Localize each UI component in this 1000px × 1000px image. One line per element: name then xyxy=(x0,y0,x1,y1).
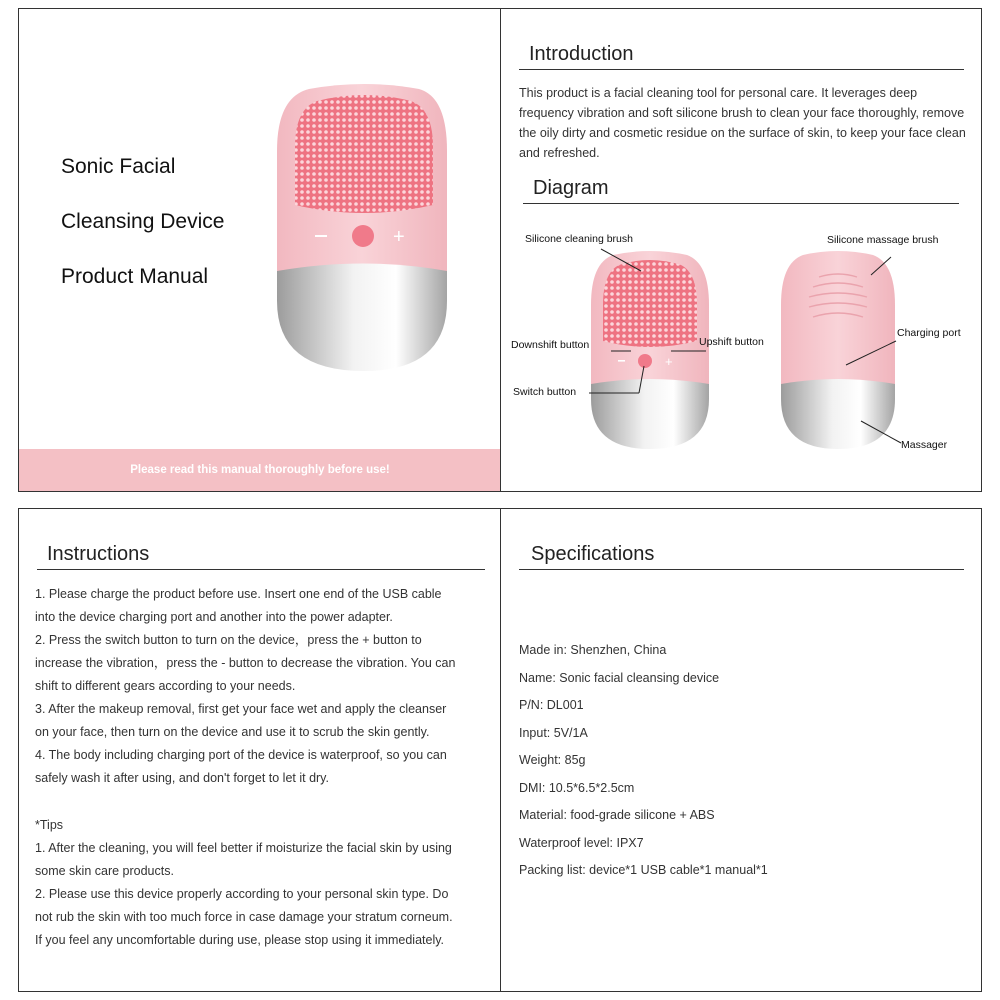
tips-heading: *Tips xyxy=(35,818,64,832)
tip-line: not rub the skin with too much force in case damage your stratum corneum. xyxy=(35,910,453,924)
instructions-panel xyxy=(18,508,502,992)
specifications-heading: Specifications xyxy=(531,543,655,565)
instruction-line: 3. After the makeup removal, first get your face wet and apply the cleanser xyxy=(35,702,447,716)
intro-text: This product is a facial cleaning tool for personal care. It leverages deep frequency vibration and soft silicone brush to clean your face thoroughly, remove the oily dirty and cosmetic residue on the surface of skin, to keep your face clean and refreshed. xyxy=(519,86,966,160)
tip-line: some skin care products. xyxy=(35,864,174,878)
spec-item: Material: food-grade silicone + ABS xyxy=(519,808,715,822)
spec-item: Made in: Shenzhen, China xyxy=(519,643,667,657)
specifications-rule xyxy=(519,569,964,570)
device-minus-button xyxy=(315,235,327,237)
spec-item: Packing list: device*1 USB cable*1 manual*1 xyxy=(519,863,768,877)
cover-footer-band: Please read this manual thoroughly before use! xyxy=(19,449,501,491)
instruction-line: 2. Press the switch button to turn on the device，press the + button to xyxy=(35,633,422,647)
cover-panel xyxy=(18,8,502,492)
spec-item: Weight: 85g xyxy=(519,753,586,767)
instructions-heading: Instructions xyxy=(47,543,150,565)
label-downshift-button: Downshift button xyxy=(511,339,590,351)
instructions-rule xyxy=(37,569,485,570)
spec-item: Waterproof level: IPX7 xyxy=(519,836,644,850)
tip-line: If you feel any uncomfortable during use, please stop using it immediately. xyxy=(35,933,445,947)
label-silicone-massage-brush: Silicone massage brush xyxy=(827,234,939,246)
device-plus-label: + xyxy=(393,226,405,248)
label-upshift-button: Upshift button xyxy=(699,336,764,348)
tip-line: 1. After the cleaning, you will feel better if moisturize the facial skin by using xyxy=(35,841,452,855)
tip-line: 2. Please use this device properly according to your personal skin type. Do xyxy=(35,887,449,901)
spec-item: DMI: 10.5*6.5*2.5cm xyxy=(519,781,635,795)
specifications-panel xyxy=(500,508,982,992)
label-charging-port: Charging port xyxy=(897,327,961,339)
diagram-upshift-mark: + xyxy=(665,354,673,369)
instruction-line: shift to different gears according to your needs. xyxy=(35,679,296,693)
spec-item: Name: Sonic facial cleansing device xyxy=(519,671,720,685)
intro-panel xyxy=(500,8,982,492)
instruction-line: increase the vibration，press the - button to decrease the vibration. You can xyxy=(35,656,456,670)
label-massager: Massager xyxy=(901,439,948,451)
intro-heading: Introduction xyxy=(529,43,634,65)
instruction-line: safely wash it after using, and don't forget to let it dry. xyxy=(35,771,329,785)
label-silicone-cleaning-brush: Silicone cleaning brush xyxy=(525,233,633,245)
cover-title-line-1: Sonic Facial xyxy=(61,155,176,178)
cover-title-line-3: Product Manual xyxy=(61,265,209,288)
diagram-downshift-mark xyxy=(618,360,625,362)
device-power-button xyxy=(352,225,374,247)
device-illustration xyxy=(269,81,459,381)
spec-item: Input: 5V/1A xyxy=(519,726,588,740)
instruction-line: on your face, then turn on the device and use it to scrub the skin gently. xyxy=(35,725,430,739)
label-switch-button: Switch button xyxy=(513,386,577,398)
instruction-line: 4. The body including charging port of the device is waterproof, so you can xyxy=(35,748,447,762)
diagram-leader-lines xyxy=(501,9,982,492)
instruction-line: into the device charging port and another into the power adapter. xyxy=(35,610,393,624)
spec-item: P/N: DL001 xyxy=(519,698,584,712)
instruction-line: 1. Please charge the product before use. Insert one end of the USB cable xyxy=(35,587,442,601)
cover-title-line-2: Cleansing Device xyxy=(61,210,225,233)
diagram-heading: Diagram xyxy=(533,177,609,199)
